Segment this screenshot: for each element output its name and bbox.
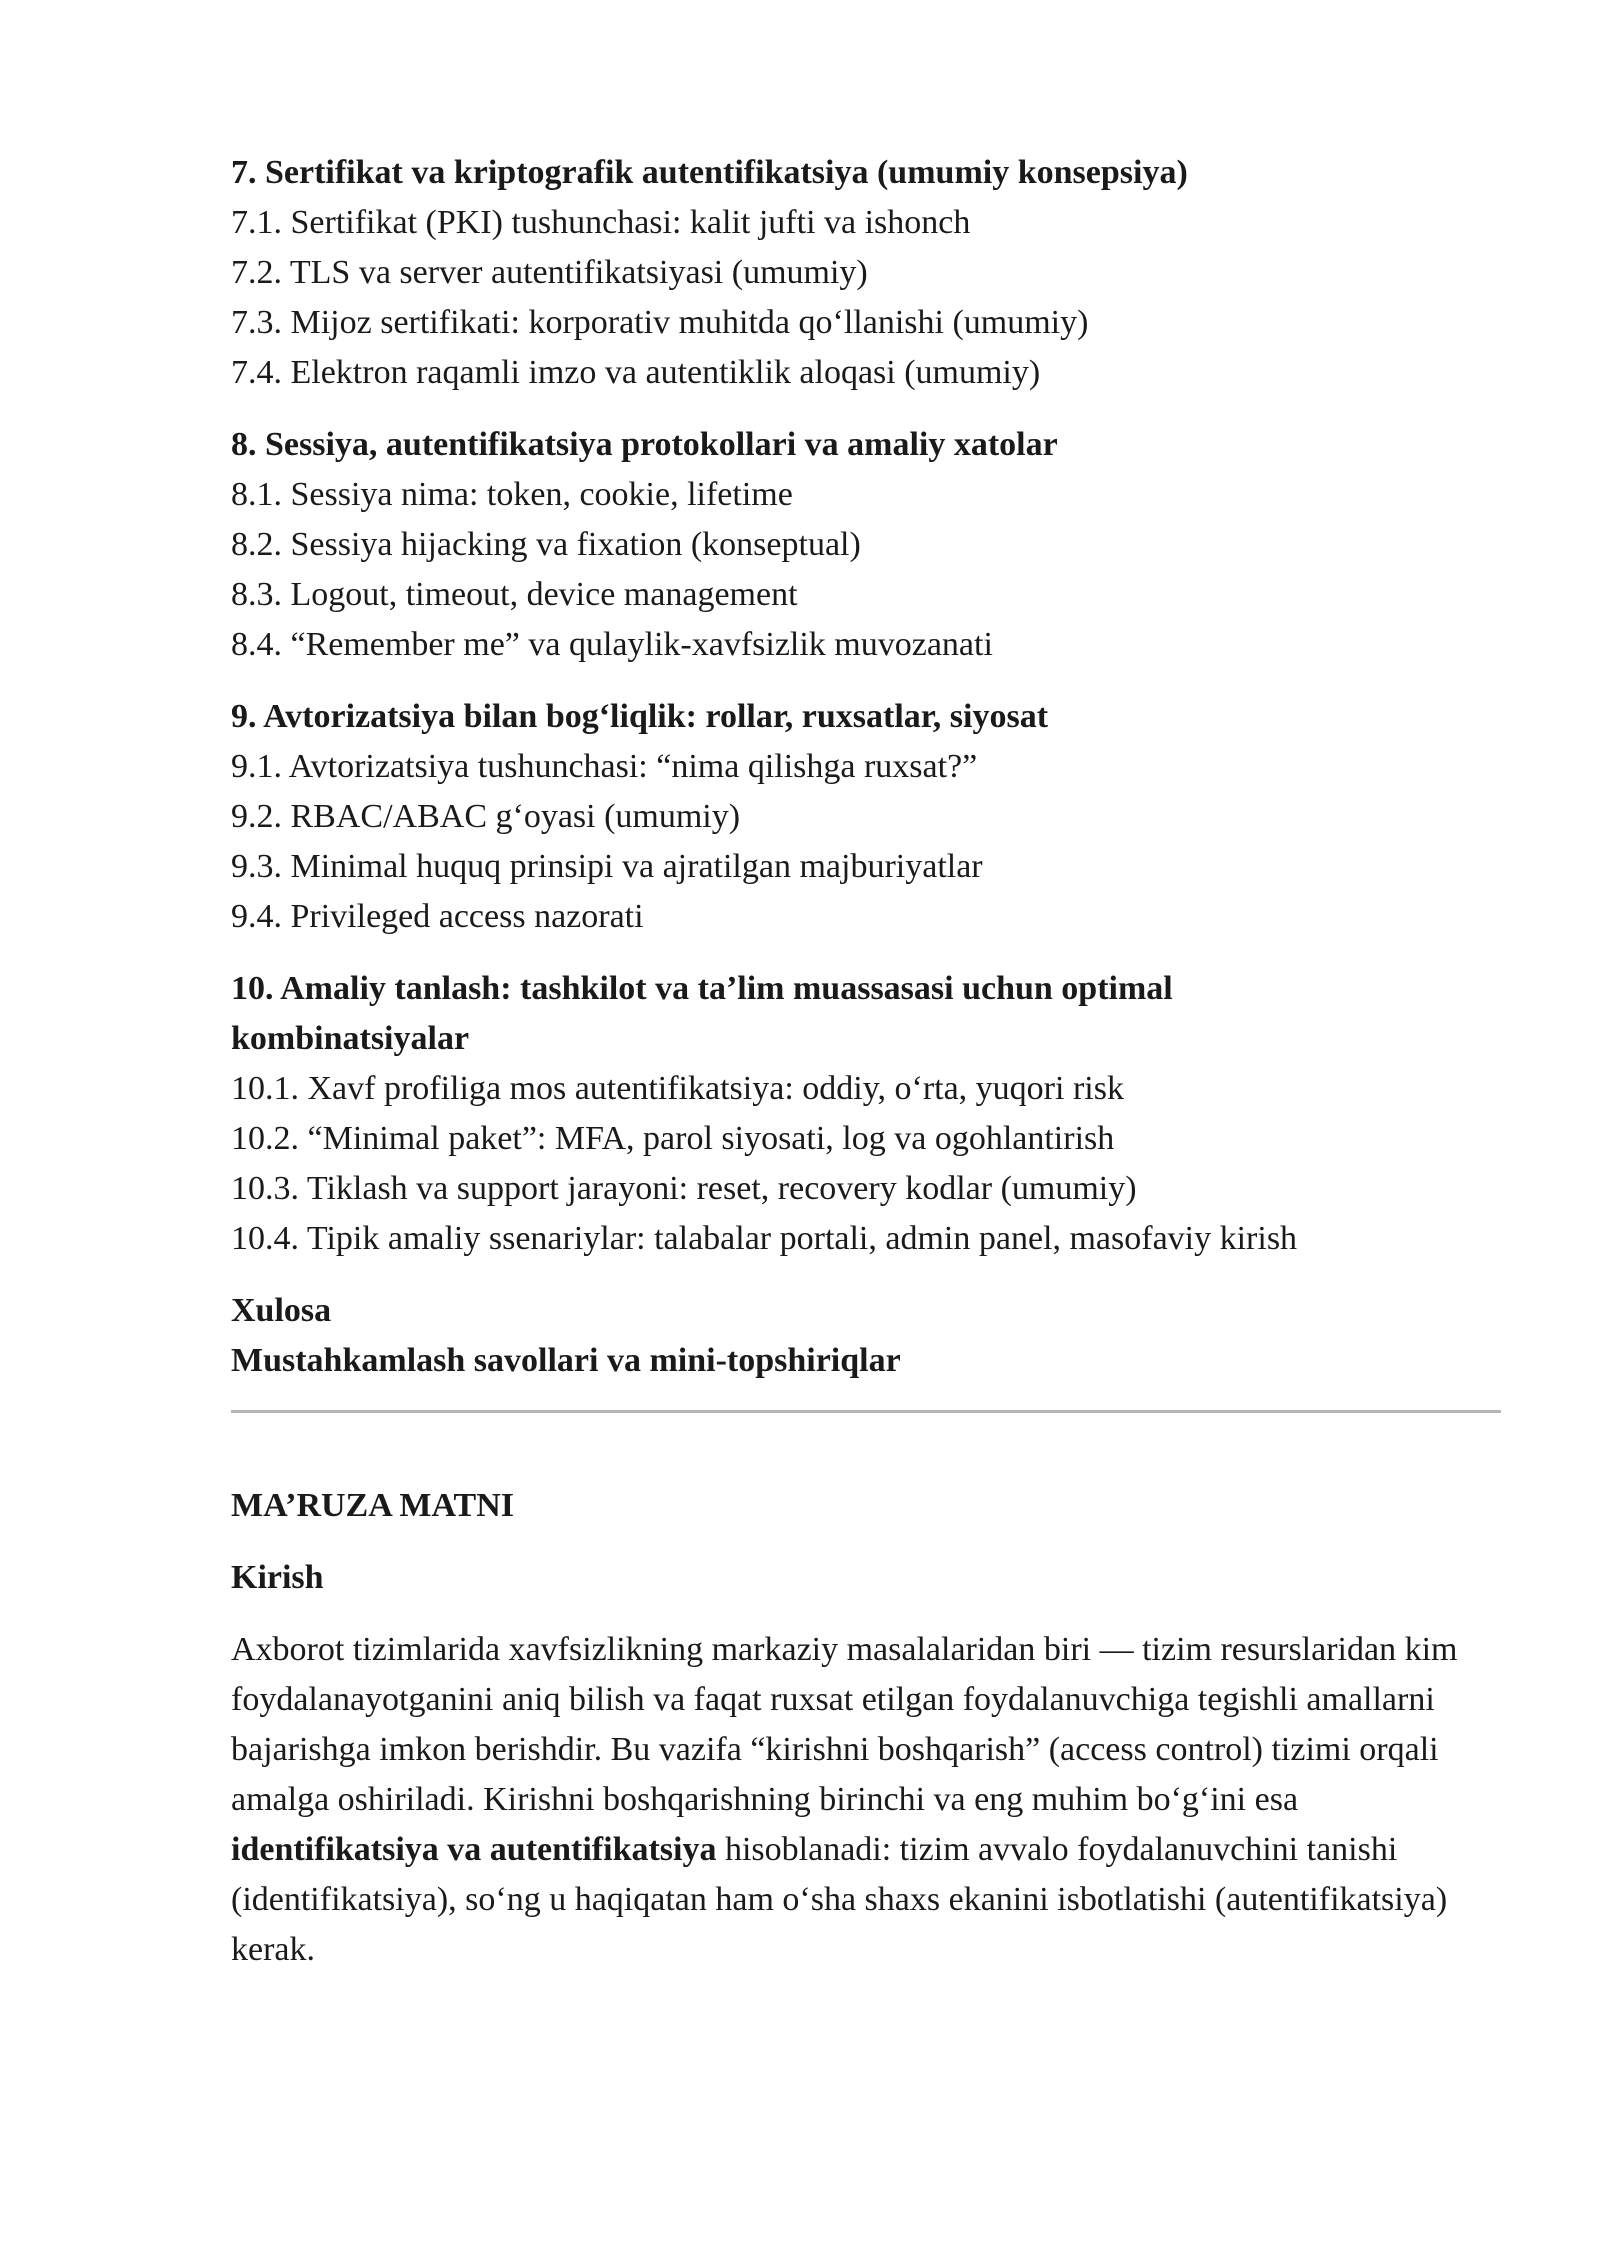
section-10 [231,964,1501,1264]
list-item: 7.2. TLS va server autentifikatsiyasi (umumiy) [231,254,868,291]
section-heading: 7. Sertifikat va kriptografik autentifikatsiya (umumiy konsepsiya) [231,154,1188,191]
intro-heading: Kirish [231,1559,324,1596]
paragraph-bold-term: identifikatsiya va autentifikatsiya [231,1831,717,1868]
paragraph-text: hisoblanadi: tizim avvalo foydalanuvchini tanishi (identifikatsiya), so‘ng u haqiqatan ham o‘sha shaxs ekanini isbotlatishi (autentifikatsiya) kerak. [231,1831,1448,1968]
list-item: 9.2. RBAC/ABAC g‘oyasi (umumiy) [231,798,741,835]
list-item: 10.3. Tiklash va support jarayoni: reset, recovery kodlar (umumiy) [231,1170,1137,1207]
section-heading: 8. Sessiya, autentifikatsiya protokollari va amaliy xatolar [231,426,1058,463]
list-item: 8.4. “Remember me” va qulaylik-xavfsizlik muvozanati [231,626,993,663]
list-item: 10.2. “Minimal paket”: MFA, parol siyosati, log va ogohlantirish [231,1120,1115,1157]
intro-paragraph [231,1625,1501,1975]
list-item: 9.3. Minimal huquq prinsipi va ajratilgan majburiyatlar [231,848,983,885]
section-8 [231,420,1501,670]
list-item: 8.3. Logout, timeout, device management [231,576,798,613]
document-page [231,148,1501,1975]
paragraph-text: Axborot tizimlarida xavfsizlikning markaziy masalalaridan biri — tizim resurslaridan kim foydalanayotganini aniq bilish va faqat ruxsat etilgan foydalanuvchiga tegishli amallarni bajarishga imkon berishdir. Bu vazifa “kirishni boshqarish” (access control) tizimi orqali amalga oshiriladi. Kirishni boshqarishning birinchi va eng muhim bo‘g‘ini esa [231,1631,1458,1818]
list-item: 10.1. Xavf profiliga mos autentifikatsiya: oddiy, o‘rta, yuqori risk [231,1070,1124,1107]
list-item: 8.2. Sessiya hijacking va fixation (konseptual) [231,526,861,563]
section-heading: 10. Amaliy tanlash: tashkilot va ta’lim muassasasi uchun optimal kombinatsiyalar [231,970,1173,1057]
list-item: 10.4. Tipik amaliy ssenariylar: talabalar portali, admin panel, masofaviy kirish [231,1220,1298,1257]
list-item: 7.3. Mijoz sertifikati: korporativ muhitda qo‘llanishi (umumiy) [231,304,1089,341]
lecture-title: MA’RUZA MATNI [231,1487,514,1524]
list-item: 9.4. Privileged access nazorati [231,898,644,935]
horizontal-divider [231,1410,1501,1413]
list-item: 9.1. Avtorizatsiya tushunchasi: “nima qilishga ruxsat?” [231,748,978,785]
section-7 [231,148,1501,398]
questions-heading: Mustahkamlash savollari va mini-topshiriqlar [231,1342,901,1379]
section-9 [231,692,1501,942]
list-item: 7.1. Sertifikat (PKI) tushunchasi: kalit jufti va ishonch [231,204,971,241]
list-item: 7.4. Elektron raqamli imzo va autentiklik aloqasi (umumiy) [231,354,1041,391]
section-heading: 9. Avtorizatsiya bilan bog‘liqlik: rollar, ruxsatlar, siyosat [231,698,1049,735]
closing-block [231,1286,1501,1386]
list-item: 8.1. Sessiya nima: token, cookie, lifetime [231,476,793,513]
xulosa-heading: Xulosa [231,1292,332,1329]
